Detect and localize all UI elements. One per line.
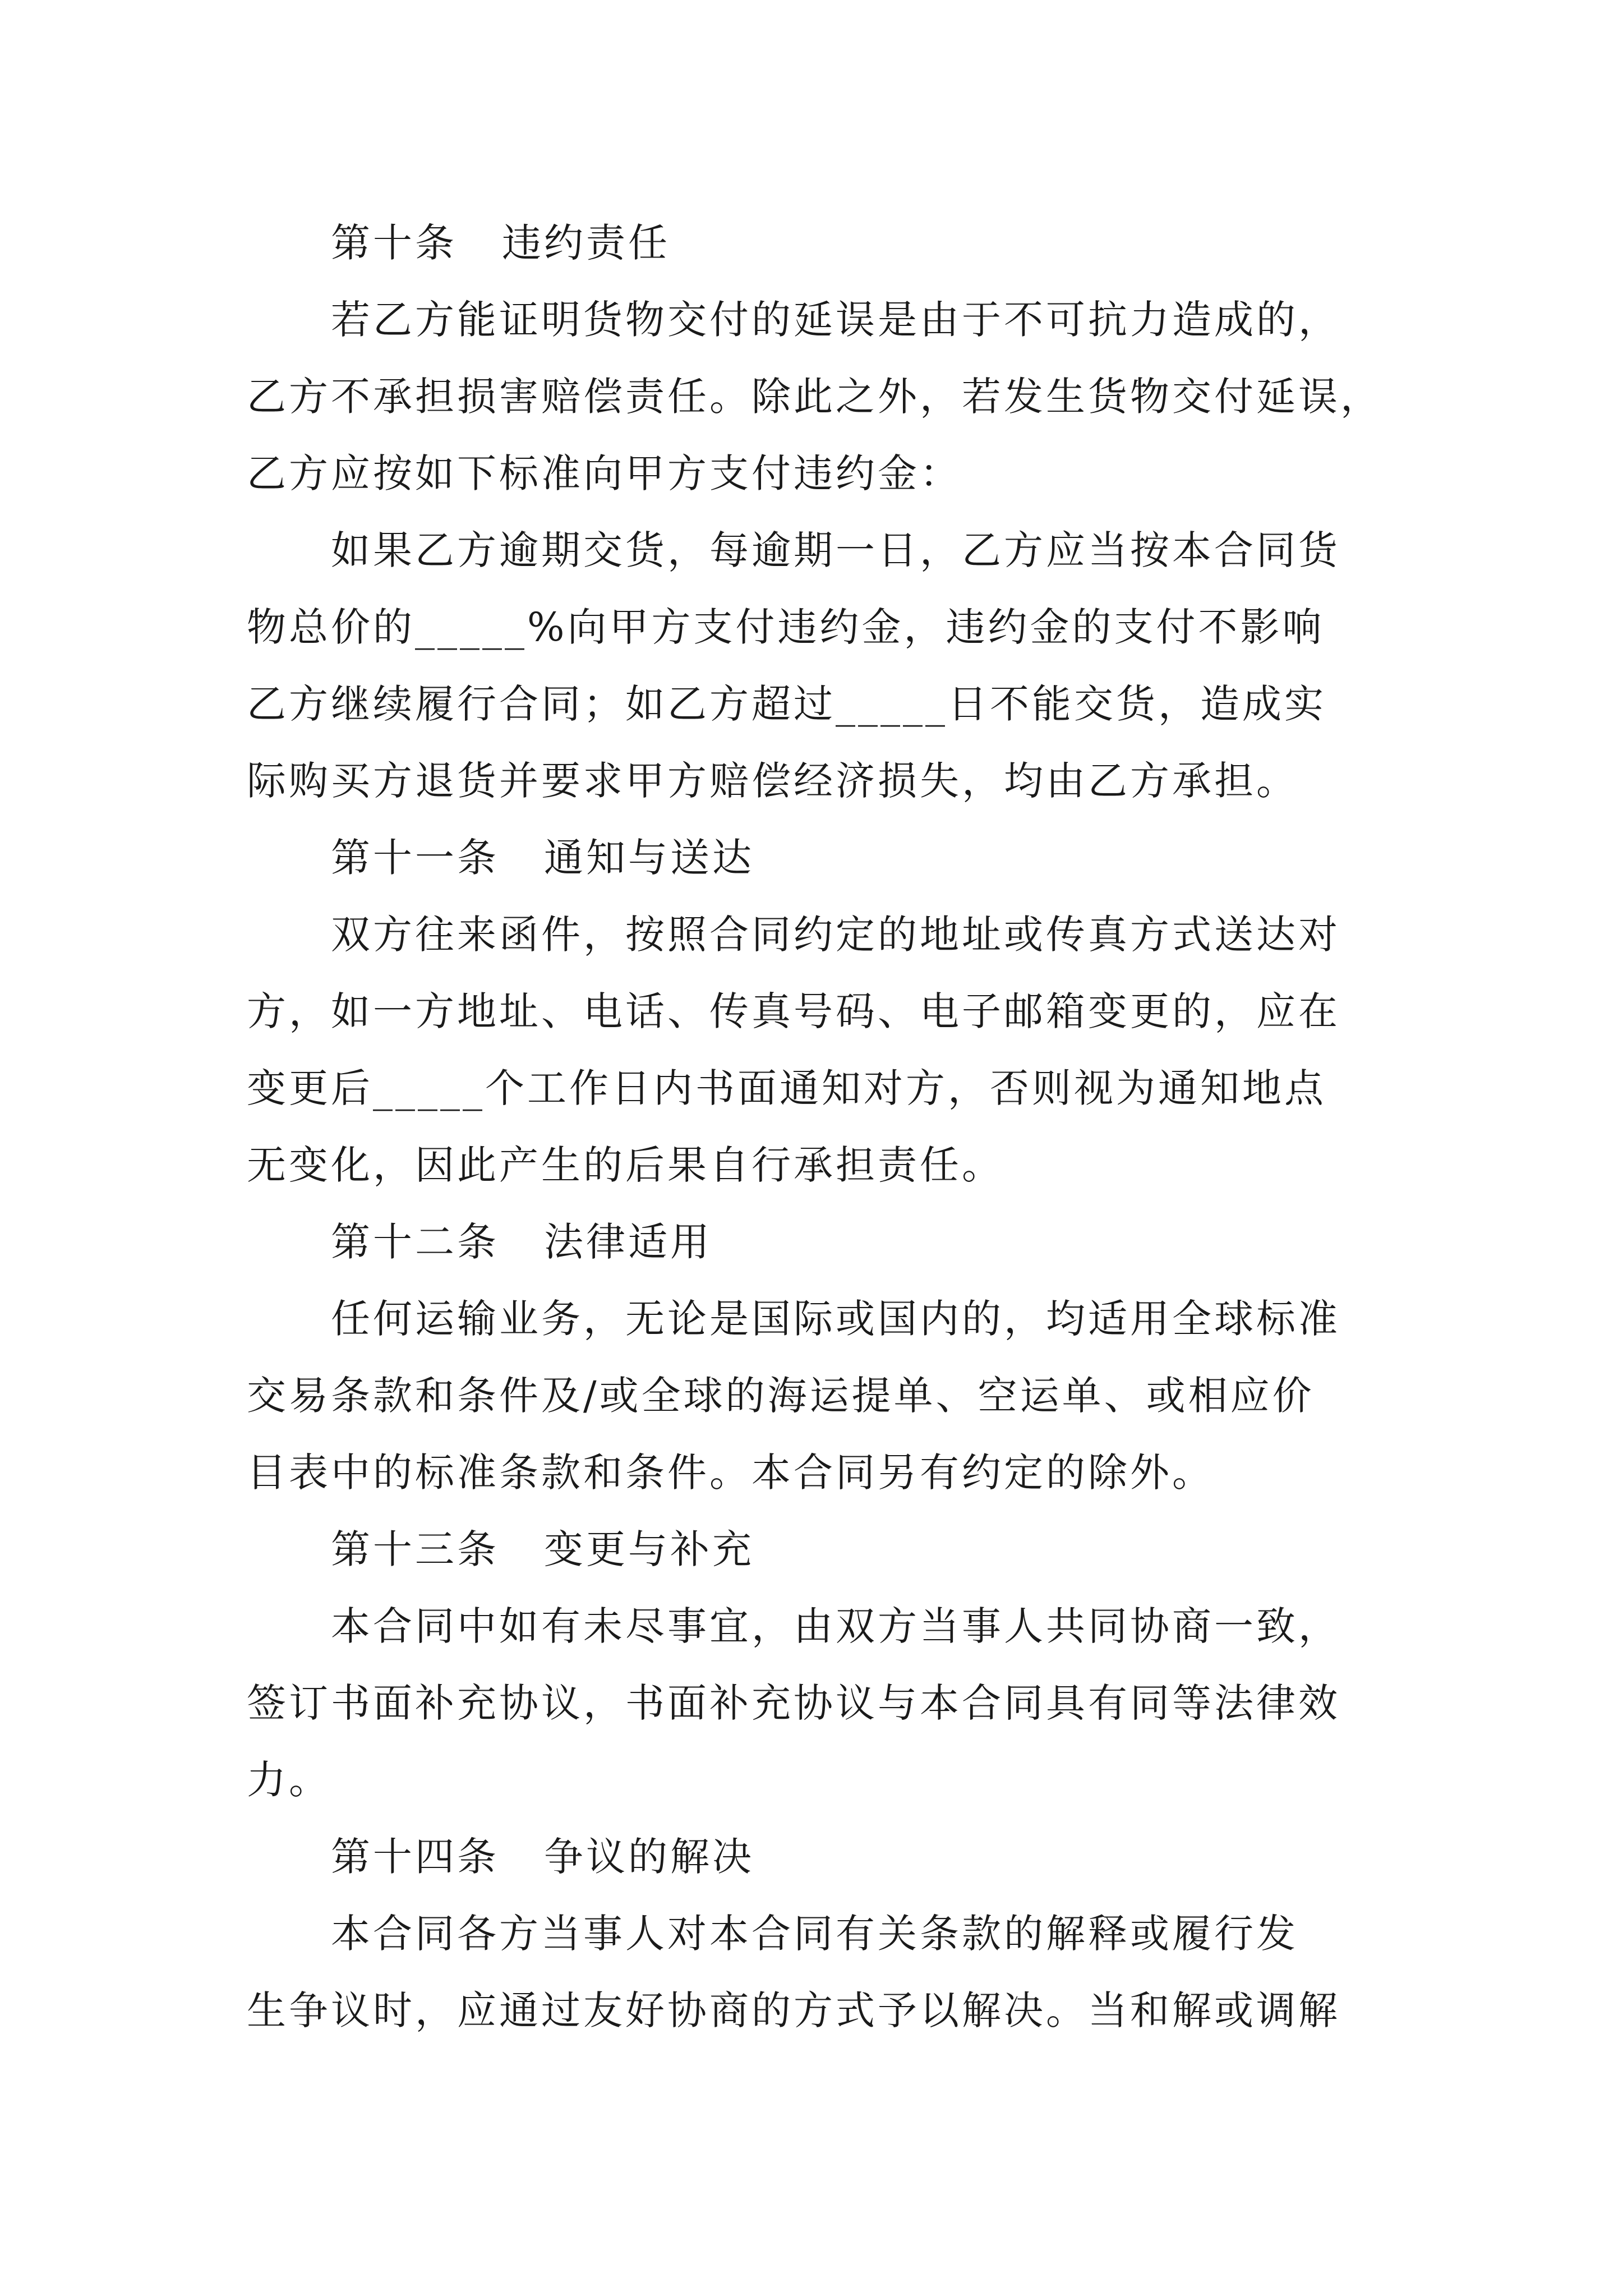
paragraph-line: 乙方应按如下标准向甲方支付违约金： [247,450,962,496]
paragraph-line: 若乙方能证明货物交付的延误是由于不可抗力造成的， [331,297,1340,343]
section-heading-number: 第十条 [331,220,457,266]
paragraph-line: 乙方不承担损害赔偿责任。除此之外，若发生货物交付延误， [247,374,1382,420]
section-14-heading [247,1819,1385,1895]
paragraph-line: 力。 [247,1757,331,1803]
paragraph-line: 物总价的_____%向甲方支付违约金，违约金的支付不影响 [247,604,1325,650]
section-heading-number: 第十二条 [331,1219,499,1265]
paragraph-line: 本合同各方当事人对本合同有关条款的解释或履行发 [331,1911,1298,1957]
paragraph-line: 方，如一方地址、电话、传真号码、电子邮箱变更的，应在 [247,988,1340,1034]
section-heading-title: 通知与送达 [544,835,754,881]
section-heading-number: 第十四条 [331,1834,499,1880]
paragraph-line: 变更后_____个工作日内书面通知对方，否则视为通知地点 [247,1065,1326,1111]
paragraph-line: 乙方继续履行合同；如乙方超过_____日不能交货，造成实 [247,681,1326,727]
section-heading-title: 法律适用 [544,1219,712,1265]
paragraph-line: 交易条款和条件及/或全球的海运提单、空运单、或相应价 [247,1373,1315,1419]
section-heading-title: 争议的解决 [544,1834,754,1880]
section-heading-number: 第十一条 [331,835,499,881]
paragraph-line: 如果乙方逾期交货，每逾期一日，乙方应当按本合同货 [331,527,1340,573]
section-10-heading [247,205,1385,282]
section-heading-title: 违约责任 [502,220,670,266]
section-11-heading [247,820,1385,896]
section-13-heading [247,1511,1385,1588]
paragraph-line: 双方往来函件，按照合同约定的地址或传真方式送达对 [331,912,1340,958]
paragraph-line: 签订书面补充协议，书面补充协议与本合同具有同等法律效 [247,1680,1340,1726]
section-heading-number: 第十三条 [331,1526,499,1572]
contract-body [247,205,1385,2049]
section-heading-title: 变更与补充 [544,1526,754,1572]
section-12-heading [247,1204,1385,1281]
paragraph-line: 生争议时，应通过友好协商的方式予以解决。当和解或调解 [247,1987,1340,2033]
paragraph-line: 目表中的标准条款和条件。本合同另有约定的除外。 [247,1450,1214,1496]
paragraph-line: 本合同中如有未尽事宜，由双方当事人共同协商一致， [331,1603,1340,1649]
paragraph-line: 际购买方退货并要求甲方赔偿经济损失，均由乙方承担。 [247,758,1298,804]
paragraph-line: 无变化，因此产生的后果自行承担责任。 [247,1142,1004,1188]
paragraph-line: 任何运输业务，无论是国际或国内的，均适用全球标准 [331,1296,1340,1342]
